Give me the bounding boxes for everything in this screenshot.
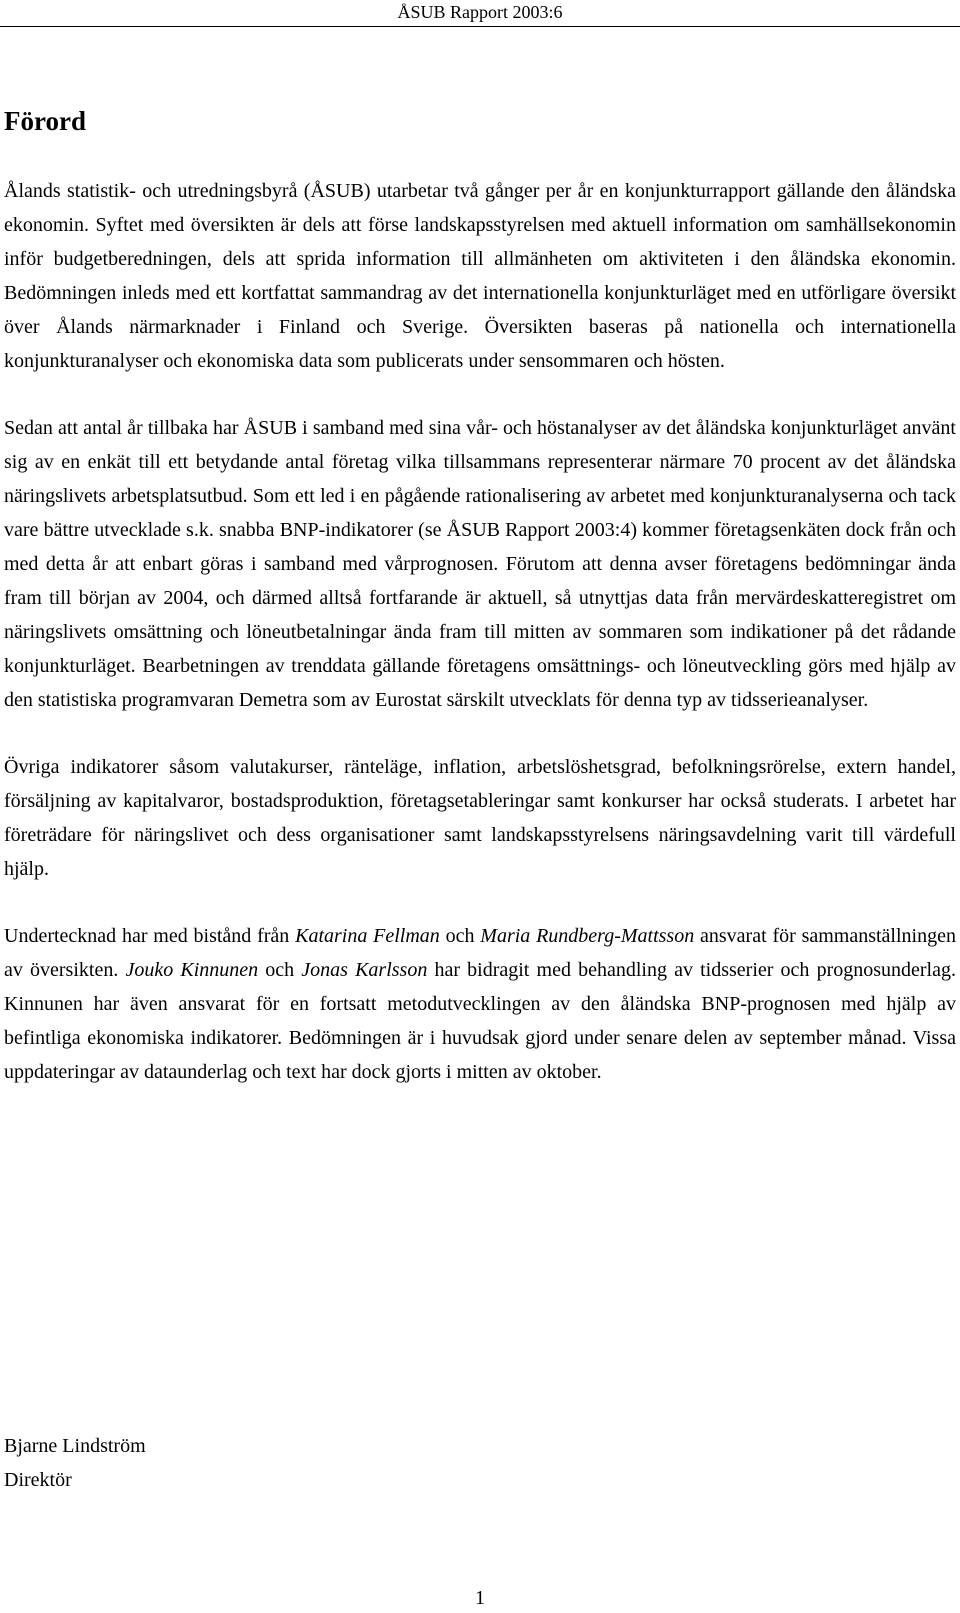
ack-text: och (258, 959, 302, 981)
ack-text: har bidragit med behandling av tidsserier och prognosunderlag. Kinnunen har även ansvarat för en fortsatt metodutvecklingen av den åländska BNP-prognosen med hjälp av befintliga ekonomiska indikatorer. Bedömningen är i huvudsak gjord under senare delen av september månad. Vissa uppdateringar av dataunderlag och text har dock gjorts i mitten av oktober. (4, 959, 956, 1083)
signature-block (4, 1429, 146, 1497)
header-divider (0, 26, 960, 27)
contributor-name: Jonas Karlsson (301, 959, 428, 981)
ack-text: Undertecknad har med bistånd från (4, 925, 296, 947)
contributor-name: Katarina Fellman (295, 925, 440, 947)
running-header: ÅSUB Rapport 2003:6 (397, 2, 563, 22)
page-number: 1 (475, 1587, 485, 1609)
paragraph-intro: Ålands statistik- och utredningsbyrå (ÅSUB) utarbetar två gånger per år en konjunkturrapport gällande den åländska ekonomin. Syftet med översikten är dels att förse landskapsstyrelsen med aktuell information om samhällsekonomin inför budgetberedningen, dels att sprida information till allmänheten om aktiviteten i den åländska ekonomin. Bedömningen inleds med ett kortfattat sammandrag av det internationella konjunkturläget med en utförligare översikt över Ålands närmarknader i Finland och Sverige. Översikten baseras på nationella och internationella konjunkturanalyser och ekonomiska data som publicerats under sensommaren och hösten. (4, 180, 956, 372)
body-text (4, 174, 956, 1122)
contributor-name: Jouko Kinnunen (125, 959, 259, 981)
paragraph-survey: Sedan att antal år tillbaka har ÅSUB i samband med sina vår- och höstanalyser av det åländska konjunkturläget använt sig av en enkät till ett betydande antal företag vilka tillsammans representerar närmare 70 procent av det åländska näringslivets arbetsplatsutbud. Som ett led i en pågående rationalisering av arbetet med konjunkturanalyserna och tack vare bättre utvecklade s.k. snabba BNP-indikatorer (se ÅSUB Rapport 2003:4) kommer företagsenkäten dock från och med detta år att enbart göras i samband med vårprognosen. Förutom att denna avser företagens bedömningar ända fram till början av 2004, och därmed alltså fortfarande är aktuell, så utnyttjas data från mervärdeskatteregistret om näringslivets omsättning och löneutbetalningar ända fram till mitten av sommaren som indikationer på det rådande konjunkturläget. Bearbetningen av trenddata gällande företagens omsättnings- och löneutveckling görs med hjälp av den statistiska programvaran Demetra som av Eurostat särskilt utvecklats för denna typ av tidsserieanalyser. (4, 417, 956, 711)
paragraph-indicators: Övriga indikatorer såsom valutakurser, ränteläge, inflation, arbetslöshetsgrad, befolkningsrörelse, extern handel, försäljning av kapitalvaror, bostadsproduktion, företagsetableringar samt konkurser har också studerats. I arbetet har företrädare för näringslivet och dess organisationer samt landskapsstyrelsens näringsavdelning varit till värdefull hjälp. (4, 756, 956, 880)
page-title: Förord (4, 106, 86, 136)
signatory-name: Bjarne Lindström (4, 1435, 146, 1457)
signatory-title: Direktör (4, 1469, 72, 1491)
paragraph-acknowledgements (4, 919, 956, 1089)
ack-text: och (439, 925, 481, 947)
contributor-name: Maria Rundberg-Mattsson (480, 925, 695, 947)
ack-text: ansvarat för sammanställningen av översikten. (4, 925, 956, 981)
